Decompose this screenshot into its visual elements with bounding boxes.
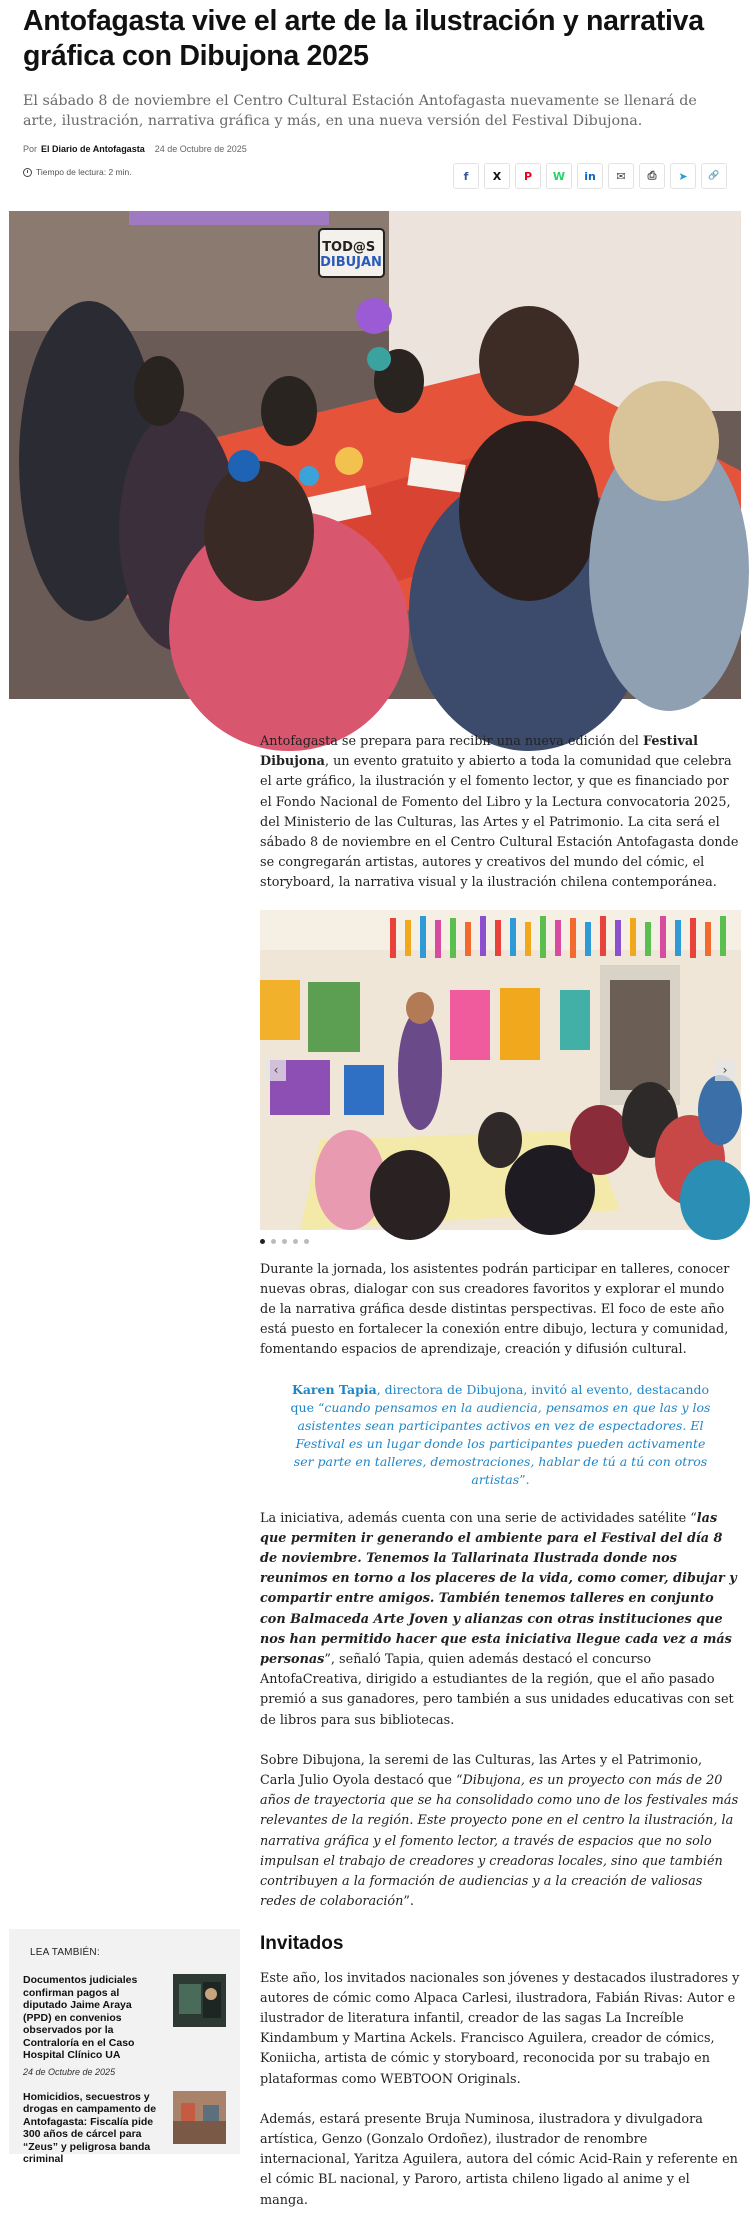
paragraph-jornada: Durante la jornada, los asistentes podrán participar en talleres, conocer nuevas obras, dialogar con sus creadores favoritos y explorar el mundo de la narrativa gráfica desde distintas perspectivas. El foco de este año está puesto en fortalecer la conexión entre dibujo, lectura y comunidad, fomentando espacios de aprendizaje, creación y difusión cultural. <box>260 1261 730 1358</box>
page-title: Antofagasta vive el arte de la ilustración y narrativa gráfica con Dibujona 2025 <box>23 5 704 72</box>
gallery-photo <box>260 910 741 1230</box>
gallery-next-button[interactable]: › <box>715 1059 735 1081</box>
paragraph-seremi: Sobre Dibujona, la seremi de las Culturas, las Artes y el Patrimonio, Carla Julio Oyola destacó que “Dibujona, es un proyecto con más de 20 años de trayectoria que se ha consolidado como uno de los festivales más relevantes de la región. Este proyecto pone en el centro la ilustración, la narrativa gráfica y el fomento lector, a través de espacios que no solo impulsan el trabajo de creadores y creadoras locales, sino que también contribuyen a la formación de audiencias y a la creación de valiosas redes de colaboración”. <box>260 1752 739 1910</box>
paragraph-invitados: Este año, los invitados nacionales son jóvenes y destacados ilustradores y autores de cómic como Alpaca Carlesi, ilustradora, Fabián Rivas: Autor e ilustrador de literatura infantil, creador de las sagas La Increíble Kindambum y Martina Ackels. Francisco Aguilera, creador de cómics, Koniicha, artista de cómic y storyboard, reconocida por su trabajo en plataformas como WEBTOON Originals. <box>260 1970 740 2087</box>
x-share-button[interactable]: X <box>484 163 510 189</box>
meta-row <box>23 163 727 191</box>
byline <box>23 144 727 154</box>
related-thumbnail-image <box>173 2091 226 2144</box>
related-label: LEA TAMBIÉN: <box>30 1947 100 1958</box>
image-gallery[interactable] <box>260 910 741 1230</box>
article-subtitle: El sábado 8 de noviembre el Centro Cultural Estación Antofagasta nuevamente se llenará de arte, ilustración, narrativa gráfica y más, en una nueva versión del Festival Dibujona. <box>23 93 697 129</box>
byline-prefix: Por <box>23 144 38 154</box>
read-time <box>23 167 132 177</box>
author-link[interactable]: El Diario de Antofagasta <box>41 144 145 154</box>
hero-photo <box>9 211 741 699</box>
share-bar <box>448 163 727 189</box>
gallery-prev-button[interactable]: ‹ <box>266 1059 286 1081</box>
related-date: 24 de Octubre de 2025 <box>23 2066 116 2077</box>
quote-author: Karen Tapia <box>291 1381 377 1397</box>
copy-link-button[interactable]: 🔗 <box>701 163 727 189</box>
gallery-dot-4[interactable] <box>293 1239 298 1244</box>
quote-text: cuando pensamos en la audiencia, pensamos en que las y los asistentes sean participantes activos en vez de espectadores. El Festival es un lugar donde los participantes pueden activamente ser parte en talleres, demostraciones, hablar de tú a tú con otros artistas <box>293 1399 711 1487</box>
related-item[interactable] <box>23 1974 226 2077</box>
related-headline[interactable]: Documentos judiciales confirman pagos al diputado Jaime Araya (PPD) en convenios observados por la Contraloría en el Caso Hospital Clínico UA <box>23 1974 138 2061</box>
section-heading-invitados: Invitados <box>260 1932 344 1954</box>
related-item[interactable] <box>23 2091 226 2166</box>
related-sidebar <box>9 1929 240 2165</box>
gallery-dot-5[interactable] <box>304 1239 309 1244</box>
related-thumbnail[interactable] <box>173 2091 226 2144</box>
print-button[interactable]: ⎙ <box>639 163 665 189</box>
publish-date: 24 de Octubre de 2025 <box>154 144 247 154</box>
facebook-share-button[interactable]: f <box>453 163 479 189</box>
paragraph-intro: Antofagasta se prepara para recibir una nueva edición del Festival Dibujona, un evento gratuito y abierto a toda la comunidad que celebra el arte gráfico, la ilustración y el fomento lector, y que es financiado por el Fondo Nacional de Fomento del Libro y la Lectura convocatoria 2025, del Ministerio de las Culturas, las Artes y el Patrimonio. La cita será el sábado 8 de noviembre en el Centro Cultural Estación Antofagasta donde se congregarán artistas, autores y creativos del mundo del cómic, el storyboard, la narrativa visual y la ilustración chilena contemporánea. <box>260 734 739 891</box>
related-thumbnail-image <box>173 1974 226 2027</box>
quote-close: ”. <box>519 1471 530 1487</box>
whatsapp-share-button[interactable]: W <box>546 163 572 189</box>
related-thumbnail[interactable] <box>173 1974 226 2027</box>
gallery-dot-3[interactable] <box>282 1239 287 1244</box>
hero-photo-illustration <box>9 211 741 699</box>
article-body <box>260 732 741 2231</box>
gallery-pagination <box>260 1239 741 1244</box>
telegram-share-button[interactable]: ➤ <box>670 163 696 189</box>
paragraph-iniciativa: La iniciativa, además cuenta con una serie de actividades satélite “las que permiten ir generando el ambiente para el Festival del día 8 de noviembre. Tenemos la Tallarinata Ilustrada donde nos reunimos en torno a los placeres de la vida, como comer, dibujar y compartir entre amigos. También tenemos talleres en conjunto con Balmaceda Arte Joven y alianzas con otras instituciones que nos han permitido hacer que esta iniciativa llegue cada vez a más personas”, señaló Tapia, quien además destacó el concurso AntofaCreativa, dirigido a estudiantes de la región, que el año pasado premió a sus ganadores, pero también a sus unidades educativas con set de libros para sus bibliotecas. <box>260 1510 737 1728</box>
gallery-dot-1[interactable] <box>260 1239 265 1244</box>
linkedin-share-button[interactable]: in <box>577 163 603 189</box>
gallery-dot-2[interactable] <box>271 1239 276 1244</box>
paragraph-ademas: Además, estará presente Bruja Numinosa, ilustradora y divulgadora artística, Genzo (Gonzalo Ordoñez), ilustrador de renombre internacional, Yaritza Aguilera, autora del cómic Acid-Rain y referente en el cómic BL nacional, y Paroro, artista chileno ligado al anime y el manga. <box>260 2111 738 2208</box>
pinterest-share-button[interactable]: P <box>515 163 541 189</box>
hero-sign-text: TOD@S DIBUJAN <box>320 240 382 270</box>
pull-quote <box>285 1381 716 1489</box>
quote-intro: , directora de Dibujona, invitó al evento, destacando que “ <box>290 1381 710 1415</box>
related-headline[interactable]: Homicidios, secuestros y drogas en campamento de Antofagasta: Fiscalía pide 300 años de cárcel para “Zeus” y peligrosa banda criminal <box>23 2090 157 2165</box>
email-share-button[interactable]: ✉ <box>608 163 634 189</box>
clock-icon <box>23 168 32 177</box>
article-header <box>23 0 727 154</box>
read-time-label: Tiempo de lectura: 2 min. <box>36 167 132 177</box>
